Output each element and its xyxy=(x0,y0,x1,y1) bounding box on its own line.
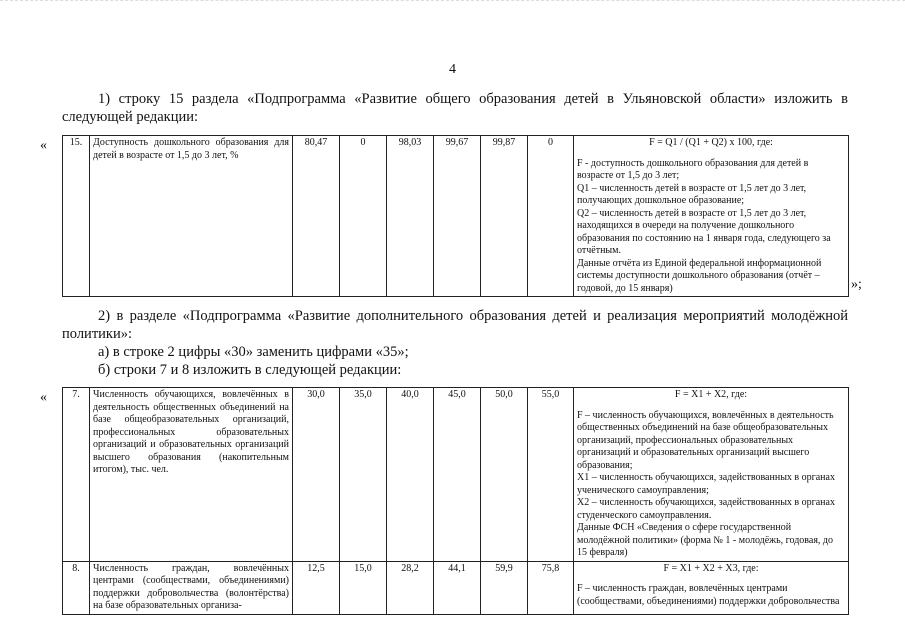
value-cell: 0 xyxy=(340,136,387,297)
paragraph-1: 1) строку 15 раздела «Подпрограмма «Развитие общего образования детей в Ульяновской области» изложить в следующей редакции: xyxy=(62,91,848,125)
value-cell: 15,0 xyxy=(340,561,387,614)
scan-edge-artifact xyxy=(0,0,905,7)
row-number: 7. xyxy=(63,388,90,562)
formula-head: F = X1 + X2, где: xyxy=(674,389,748,400)
value-cell: 99,87 xyxy=(481,136,528,297)
value-cell: 44,1 xyxy=(434,561,481,614)
table-row-15 xyxy=(62,135,849,297)
open-quote-1: « xyxy=(40,138,47,153)
value-cell: 75,8 xyxy=(528,561,574,614)
paragraph-2b: б) строки 7 и 8 изложить в следующей редакции: xyxy=(98,362,402,378)
value-cell: 0 xyxy=(528,136,574,297)
formula-line: Q1 – численность детей в возрасте от 1,5 лет до 3 лет, получающих дошкольное образование; xyxy=(577,182,807,206)
page-number: 4 xyxy=(449,62,456,77)
formula-line: Данные ФСН «Сведения о сфере государственной молодёжной политики» (форма № 1 - молодёжь, годовая, до 15 февраля) xyxy=(577,522,834,558)
value-cell: 80,47 xyxy=(293,136,340,297)
indicator-name: Численность граждан, вовлечённых центрами (сообществами, объединениями) поддержки добровольчества (волонтёрства) на базе образовательных организа- xyxy=(90,561,293,614)
value-cell: 28,2 xyxy=(387,561,434,614)
value-cell: 99,67 xyxy=(434,136,481,297)
paragraph-2a: а) в строке 2 цифры «30» заменить цифрами «35»; xyxy=(98,344,409,360)
value-cell: 50,0 xyxy=(481,388,528,562)
formula-line: Данные отчёта из Единой федеральной информационной системы доступности дошкольного образования (отчёт – годовой, до 15 января) xyxy=(577,257,822,294)
formula-cell xyxy=(574,561,849,614)
open-quote-2: « xyxy=(40,390,47,405)
formula-line: X1 – численность обучающихся, задействованных в органах ученического самоуправления; xyxy=(577,472,835,496)
formula-line: X2 – численность обучающихся, задействованных в органах студенческого самоуправления. xyxy=(577,497,835,521)
formula-line: F - доступность дошкольного образования для детей в возрасте от 1,5 до 3 лет; xyxy=(577,157,809,181)
table-rows-7-8 xyxy=(62,387,849,615)
value-cell: 35,0 xyxy=(340,388,387,562)
formula-cell xyxy=(574,388,849,562)
formula-line: F – численность обучающихся, вовлечённых в деятельность общественных объединений на базе общеобразовательных организаций, профессиональных образовательных организаций и образовательных организаций высшего образования; xyxy=(577,409,834,471)
value-cell: 30,0 xyxy=(293,388,340,562)
value-cell: 40,0 xyxy=(387,388,434,562)
close-quote-1: »; xyxy=(851,277,862,292)
formula-head: F = X1 + X2 + X3, где: xyxy=(663,562,759,574)
formula-line: Q2 – численность детей в возрасте от 1,5 лет до 3 лет, находящихся в очереди на получение дошкольного образования по состоянию на 1 января года, следующего за отчётным. xyxy=(577,207,831,256)
paragraph-2: 2) в разделе «Подпрограмма «Развитие дополнительного образования детей и реализация мероприятий молодёжной политики»: xyxy=(62,308,848,342)
indicator-name: Численность обучающихся, вовлечённых в деятельность общественных объединений на базе общеобразовательных организаций, профессиональных образовательных организаций и образовательных организаций высшего образования (накопительным итогом), тыс. чел. xyxy=(90,388,293,562)
value-cell: 45,0 xyxy=(434,388,481,562)
formula-cell xyxy=(574,136,849,297)
row-number: 8. xyxy=(63,561,90,614)
formula-line: F – численность граждан, вовлечённых центрами (сообществами, объединениями) поддержки добровольчества xyxy=(577,583,840,607)
value-cell: 55,0 xyxy=(528,388,574,562)
row-number: 15. xyxy=(63,136,90,297)
value-cell: 59,9 xyxy=(481,561,528,614)
formula-head: F = Q1 / (Q1 + Q2) x 100, где: xyxy=(649,137,773,148)
value-cell: 98,03 xyxy=(387,136,434,297)
value-cell: 12,5 xyxy=(293,561,340,614)
indicator-name: Доступность дошкольного образования для детей в возрасте от 1,5 до 3 лет, % xyxy=(90,136,293,297)
